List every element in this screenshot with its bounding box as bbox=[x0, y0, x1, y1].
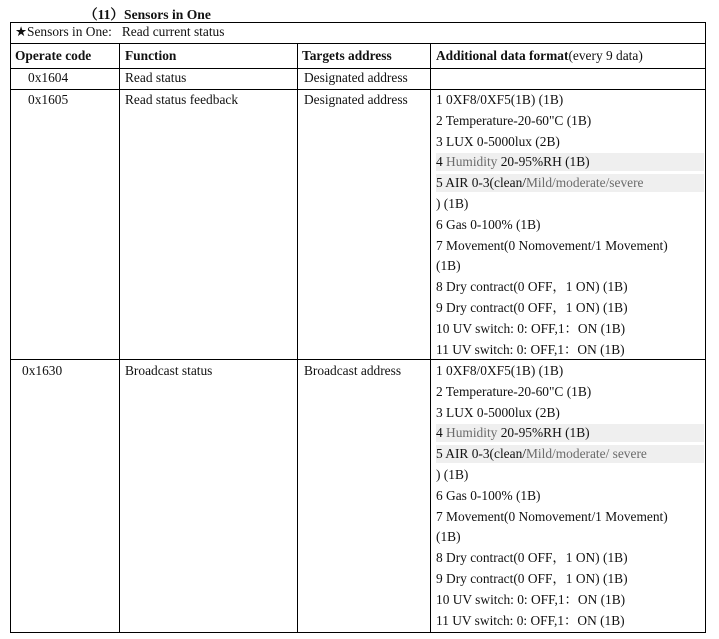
header-data-format-label: Additional data format bbox=[436, 48, 569, 63]
subtitle-text: Read current status bbox=[121, 24, 225, 39]
format-line: 8 Dry contract(0 OFF，1 ON) (1B) bbox=[436, 550, 628, 566]
format-line-prefix: 5 AIR 0-3(clean/ bbox=[436, 446, 526, 462]
row-0x1604-code: 0x1604 bbox=[28, 70, 69, 85]
format-line-term: Humidity bbox=[446, 154, 498, 170]
divider bbox=[11, 89, 705, 90]
row-0x1605-code: 0x1605 bbox=[28, 92, 69, 107]
format-line-value: 20-95%RH (1B) bbox=[497, 425, 590, 441]
format-line: 2 Temperature-20-60"C (1B) bbox=[436, 112, 592, 128]
format-line bbox=[436, 153, 704, 171]
format-line bbox=[436, 174, 704, 192]
row-0x1605-target: Designated address bbox=[304, 92, 408, 107]
column-divider bbox=[119, 43, 120, 632]
format-line: ) (1B) bbox=[436, 467, 469, 482]
column-divider bbox=[297, 43, 298, 632]
format-line: 3 LUX 0-5000lux (2B) bbox=[436, 133, 560, 149]
format-line-value: 20-95%RH (1B) bbox=[497, 154, 590, 170]
format-line: 6 Gas 0-100% (1B) bbox=[436, 216, 541, 232]
format-line: 8 Dry contract(0 OFF，1 ON) (1B) bbox=[436, 279, 628, 295]
format-line: 10 UV switch: 0: OFF,1：ON (1B) bbox=[436, 320, 626, 336]
row-0x1605-function: Read status feedback bbox=[125, 92, 239, 107]
format-line: 2 Temperature-20-60"C (1B) bbox=[436, 383, 592, 399]
header-function: Function bbox=[125, 48, 177, 63]
row-0x1630-target: Broadcast address bbox=[304, 363, 402, 378]
format-line bbox=[436, 445, 704, 463]
header-operate-code: Operate code bbox=[15, 48, 92, 63]
format-line-number: 4 bbox=[436, 425, 447, 441]
format-line: 1 0XF8/0XF5(1B) (1B) bbox=[436, 363, 564, 378]
format-line: 3 LUX 0-5000lux (2B) bbox=[436, 404, 560, 420]
section-heading: （11）Sensors in One bbox=[84, 7, 211, 22]
format-line-number: 4 bbox=[436, 154, 447, 170]
format-line: 11 UV switch: 0: OFF,1：ON (1B) bbox=[436, 612, 625, 628]
format-line bbox=[436, 424, 704, 442]
divider bbox=[11, 359, 705, 360]
format-line: 6 Gas 0-100% (1B) bbox=[436, 487, 541, 503]
header-data-format bbox=[436, 47, 643, 65]
format-line: 7 Movement(0 Nomovement/1 Movement) bbox=[436, 237, 668, 253]
row-0x1604-function: Read status bbox=[125, 70, 187, 85]
format-line: 9 Dry contract(0 OFF，1 ON) (1B) bbox=[436, 300, 628, 315]
header-data-format-note: (every 9 data) bbox=[568, 48, 643, 63]
divider bbox=[11, 43, 705, 44]
sensor-command-table bbox=[10, 22, 706, 633]
star-icon: ★ bbox=[15, 24, 28, 39]
column-divider bbox=[430, 43, 431, 632]
format-line: 9 Dry contract(0 OFF，1 ON) (1B) bbox=[436, 571, 628, 586]
format-line-term: Humidity bbox=[446, 425, 498, 441]
subtitle-label: Sensors in One: bbox=[27, 24, 112, 39]
row-0x1630-code: 0x1630 bbox=[22, 363, 63, 378]
format-line: ) (1B) bbox=[436, 196, 469, 211]
format-line-levels: Mild/moderate/ severe bbox=[526, 446, 647, 462]
row-0x1604-target: Designated address bbox=[304, 70, 408, 85]
row-0x1630-function: Broadcast status bbox=[125, 363, 213, 378]
format-line: (1B) bbox=[436, 529, 461, 545]
format-line: 11 UV switch: 0: OFF,1：ON (1B) bbox=[436, 341, 625, 357]
format-line-levels: Mild/moderate/severe bbox=[526, 175, 644, 191]
format-line: 1 0XF8/0XF5(1B) (1B) bbox=[436, 92, 564, 107]
table-subtitle bbox=[15, 23, 224, 41]
format-line: 7 Movement(0 Nomovement/1 Movement) bbox=[436, 508, 668, 524]
format-line: (1B) bbox=[436, 258, 461, 274]
format-line: 10 UV switch: 0: OFF,1：ON (1B) bbox=[436, 591, 626, 607]
format-line-prefix: 5 AIR 0-3(clean/ bbox=[436, 175, 526, 191]
header-targets-address: Targets address bbox=[302, 48, 392, 63]
